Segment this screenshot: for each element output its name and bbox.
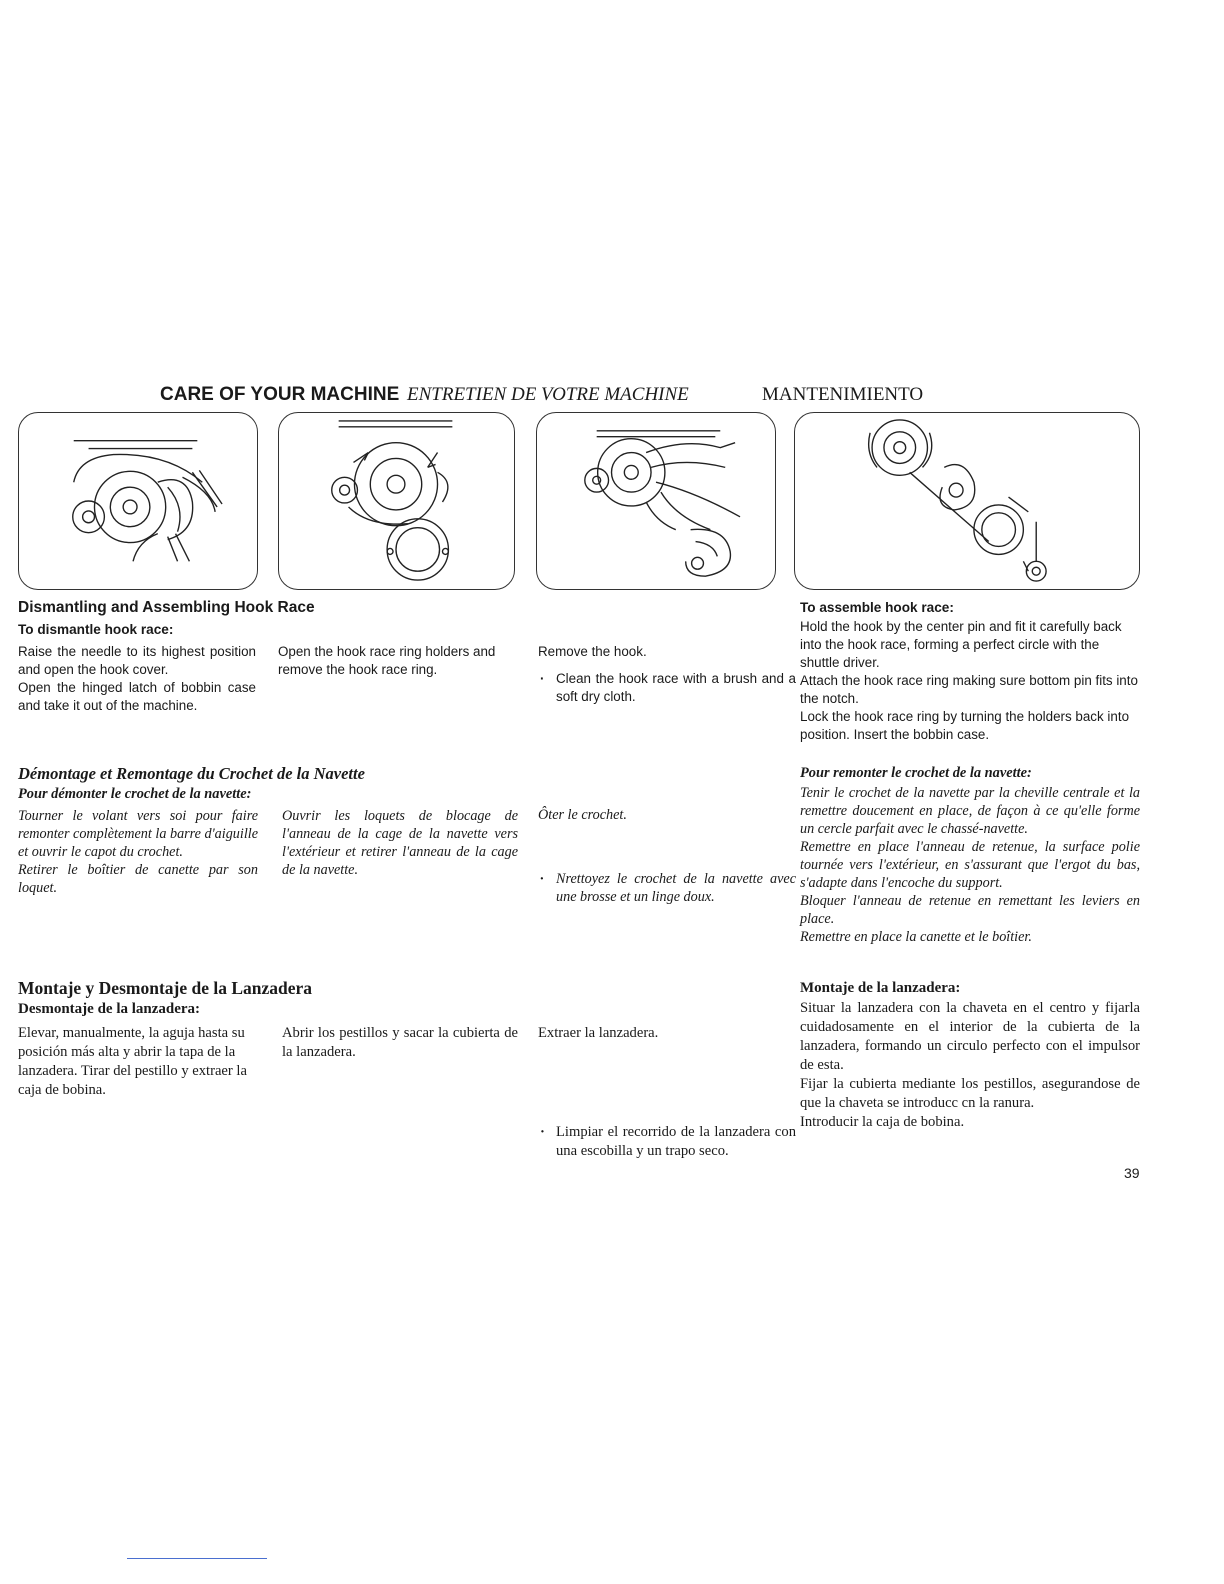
footer-rule — [127, 1558, 267, 1559]
english-col2: Open the hook race ring holders and remove the hook race ring. — [278, 644, 496, 677]
english-assemble-p1: Hold the hook by the center pin and fit it carefully back into the hook race, forming a perfect circle with the shuttle driver. — [800, 619, 1122, 670]
header-french: ENTRETIEN DE VOTRE MACHINE — [407, 384, 689, 405]
spanish-assemble-p2: Fijar la cubierta mediante los pestillos, asegurandose de que la chaveta se introducc cn la ranura. — [800, 1076, 1140, 1111]
english-dismantle-heading: To dismantle hook race: — [18, 622, 174, 637]
assemble-hook-race-illustration — [794, 412, 1140, 590]
french-col3-bullet: · Nrettoyez le crochet de la navette avec une brosse et un linge doux. — [538, 870, 796, 906]
page-number: 39 — [1124, 1165, 1140, 1181]
english-col1 — [18, 643, 256, 715]
french-col1-p1: Tourner le volant vers soi pour faire remonter complètement la barre d'aiguille et ouvrir le capot du crochet. — [18, 808, 258, 860]
english-assemble-heading: To assemble hook race: — [800, 600, 954, 615]
english-assemble — [800, 618, 1140, 744]
spanish-section-title: Montaje y Desmontaje de la Lanzadera — [18, 978, 313, 998]
french-col1 — [18, 807, 258, 897]
header-english: CARE OF YOUR MACHINE — [160, 384, 400, 405]
english-col3-text: Remove the hook. — [538, 644, 647, 659]
french-dismantle-heading: Pour démonter le crochet de la navette: — [18, 786, 252, 802]
english-col1-p2: Open the hinged latch of bobbin case and take it out of the machine. — [18, 680, 256, 713]
french-assemble-heading: Pour remonter le crochet de la navette: — [800, 765, 1032, 781]
french-assemble-p2: Remettre en place l'anneau de retenue, la surface polie tournée vers l'extérieur, en s'assurant que l'ergot du bas, s'adapte dans l'encoche du support. — [800, 839, 1140, 891]
header-spanish: MANTENIMIENTO — [762, 384, 924, 405]
french-assemble-p4: Remettre en place la canette et le boîtier. — [800, 929, 1032, 945]
spanish-col3-bullet: · Limpiar el recorrido de la lanzadera con una escobilla y un trapo seco. — [538, 1123, 796, 1161]
french-col3-text: Ôter le crochet. — [538, 807, 627, 823]
spanish-dismantle-heading: Desmontaje de la lanzadera: — [18, 1001, 201, 1017]
spanish-col2: Abrir los pestillos y sacar la cubierta de la lanzadera. — [282, 1025, 518, 1060]
spanish-col1: Elevar, manualmente, la aguja hasta su posición más alta y abrir la tapa de la lanzadera. Tirar del pestillo y extraer la caja de bobina. — [18, 1025, 247, 1098]
english-section-title: Dismantling and Assembling Hook Race — [18, 599, 315, 616]
english-col3-bullet: · Clean the hook race with a brush and a soft dry cloth. — [538, 670, 796, 706]
english-col1-p1: Raise the needle to its highest position and open the hook cover. — [18, 644, 256, 677]
french-assemble — [800, 784, 1140, 946]
english-assemble-p3: Lock the hook race ring by turning the holders back into position. Insert the bobbin case. — [800, 709, 1130, 742]
open-hook-cover-illustration — [18, 412, 258, 590]
spanish-assemble-p1: Situar la lanzadera con la chaveta en el centro y fijarla cuidadosamente en el interior de la cubierta de la lanzadera, formando un circulo perfecto con el impulsor de esta. — [800, 1000, 1140, 1073]
hook-race-ring-illustration — [278, 412, 515, 590]
french-section-title: Démontage et Remontage du Crochet de la Navette — [18, 764, 365, 783]
spanish-assemble-p3: Introducir la caja de bobina. — [800, 1114, 965, 1130]
remove-hook-illustration — [536, 412, 776, 590]
spanish-assemble-heading: Montaje de la lanzadera: — [800, 980, 961, 996]
english-assemble-p2: Attach the hook race ring making sure bottom pin fits into the notch. — [800, 673, 1138, 706]
spanish-col3-text: Extraer la lanzadera. — [538, 1025, 659, 1041]
french-assemble-p3: Bloquer l'anneau de retenue en remettant les leviers en place. — [800, 893, 1140, 927]
spanish-assemble — [800, 999, 1140, 1132]
french-col1-p2: Retirer le boîtier de canette par son loquet. — [18, 862, 258, 896]
french-assemble-p1: Tenir le crochet de la navette par la cheville centrale et la remettre doucement en place, de façon à ce qu'elle forme un cercle parfait avec le chassé-navette. — [800, 785, 1140, 837]
french-col2: Ouvrir les loquets de blocage de l'anneau de la cage de la navette vers l'extérieur et retirer l'anneau de la cage de la navette. — [282, 808, 518, 878]
